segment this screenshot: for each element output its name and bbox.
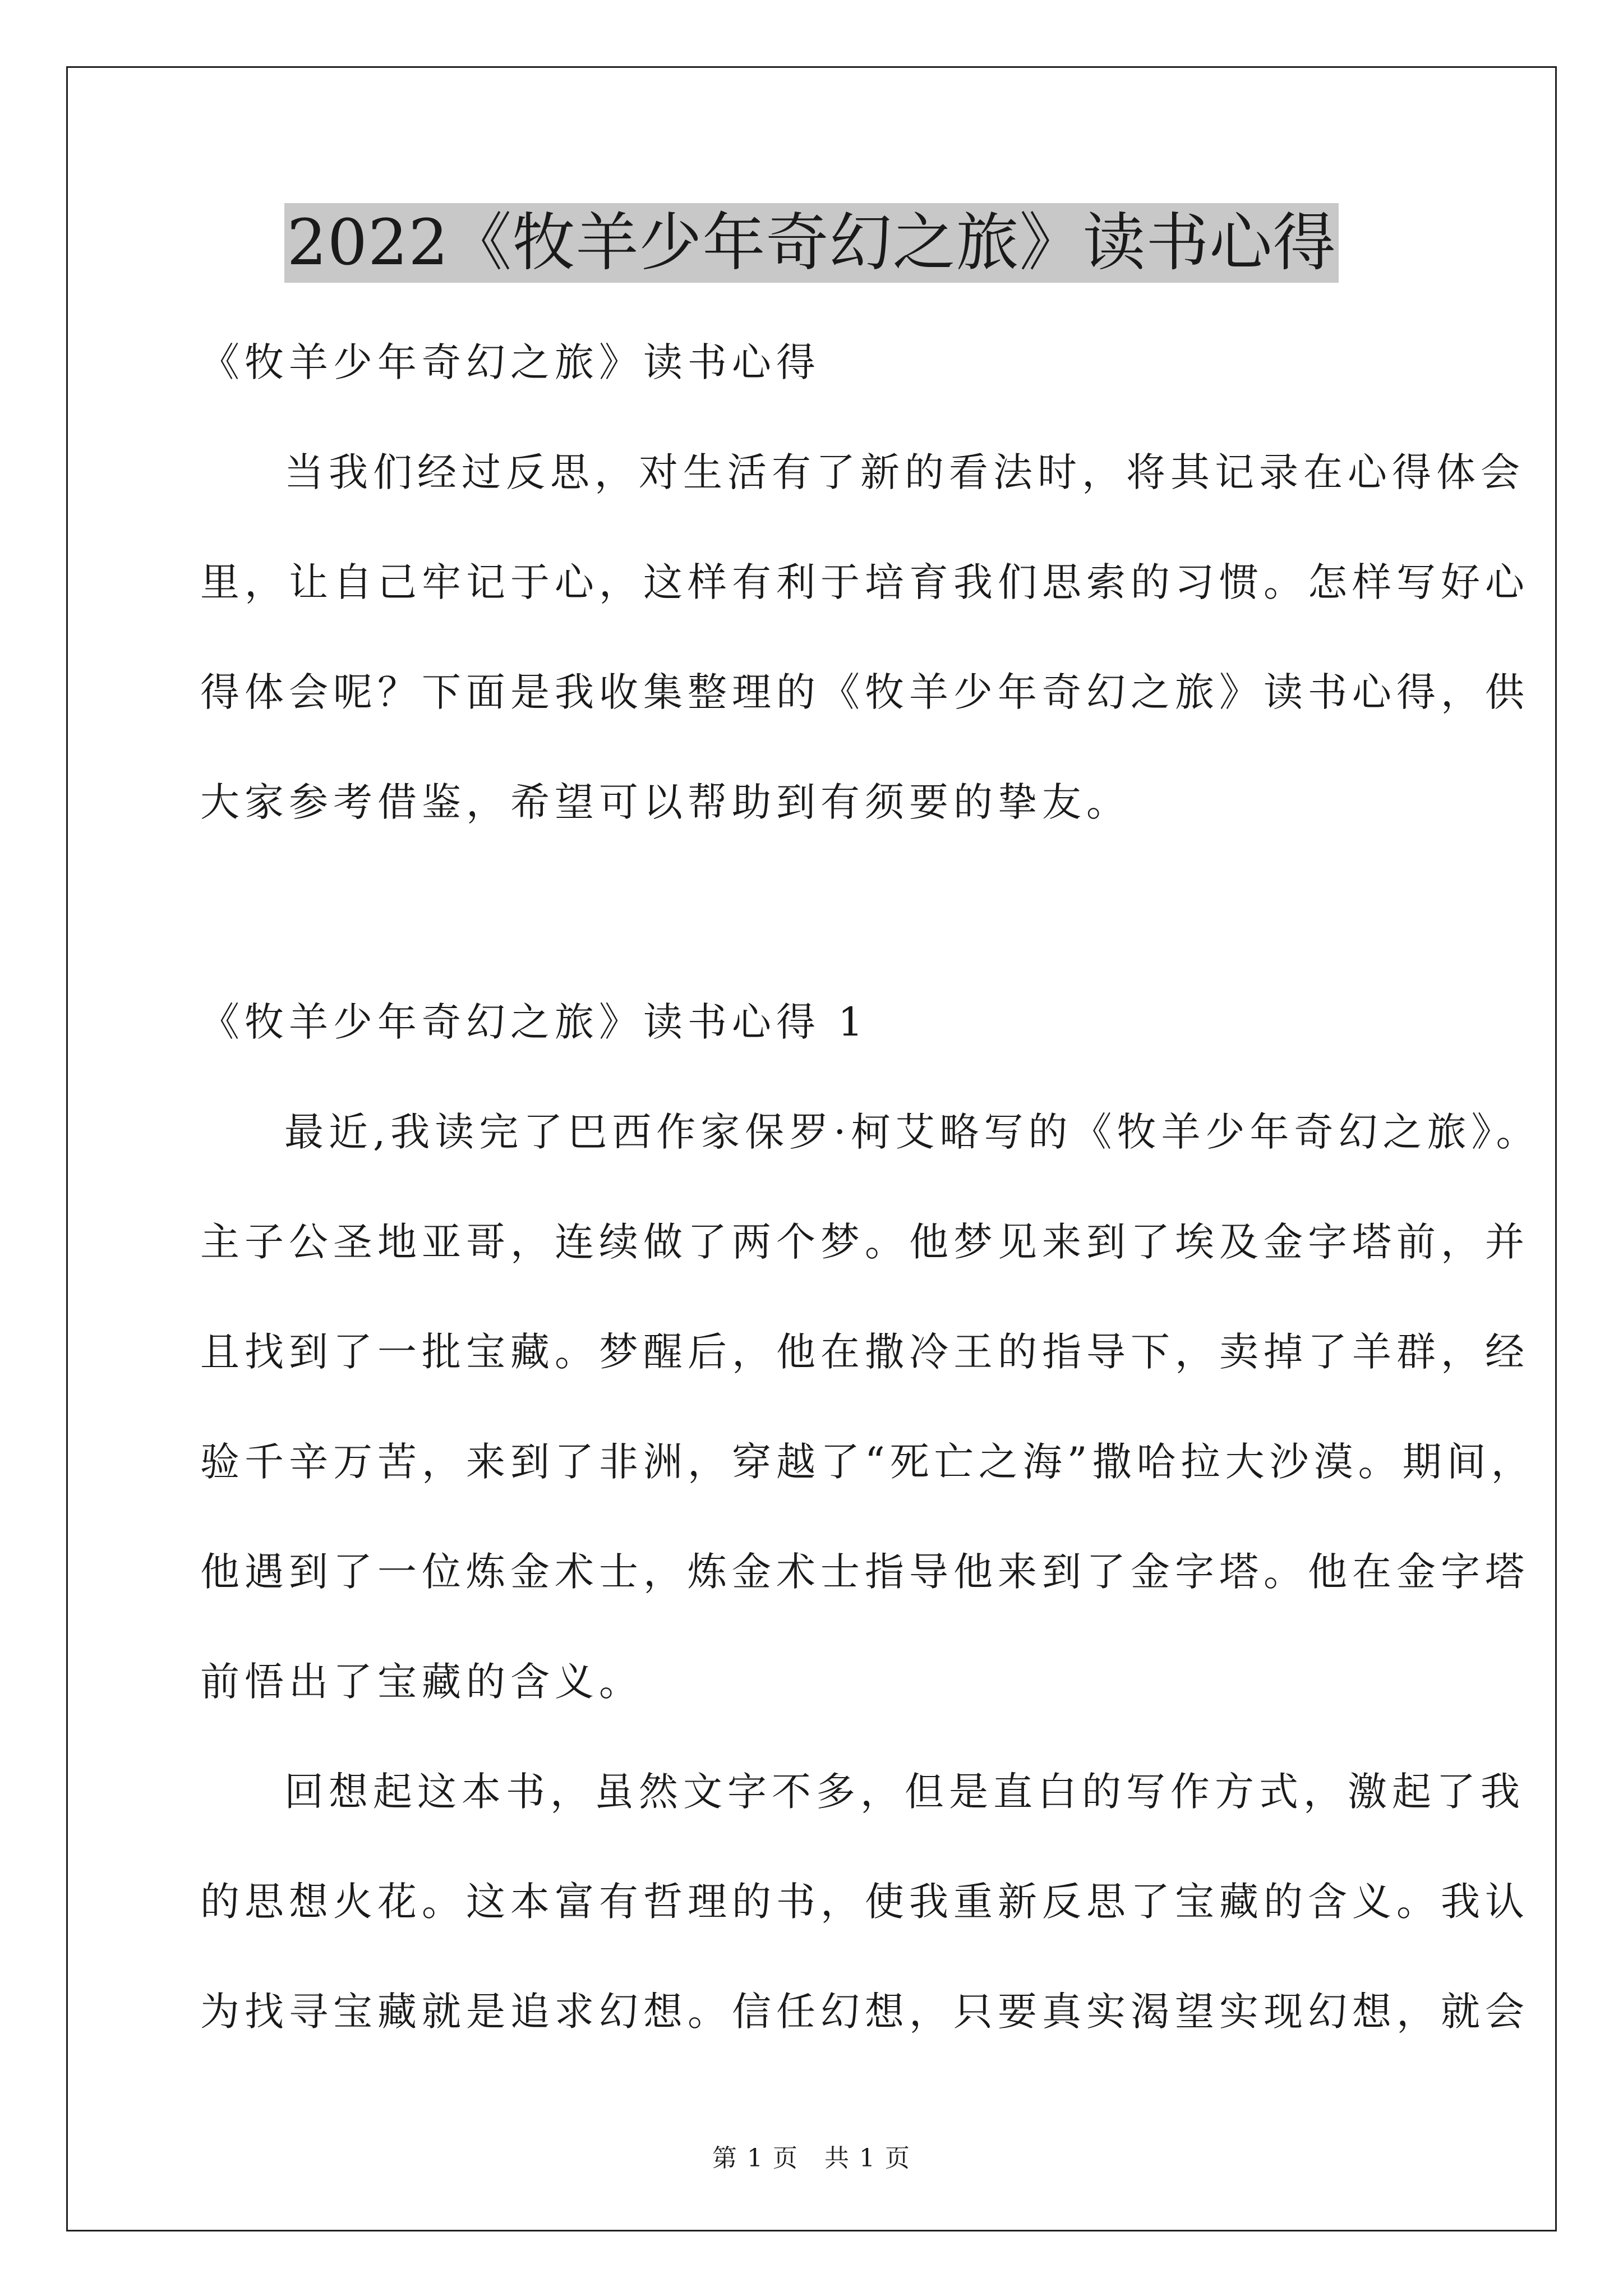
page-footer: 第 1 页 共 1 页 xyxy=(712,2144,911,2173)
intro-line: 大家参考借鉴，希望可以帮助到有须要的挚友。 xyxy=(200,779,1131,825)
section-heading: 《牧羊少年奇幻之旅》读书心得 1 xyxy=(200,999,868,1045)
paragraph-1-line: 主子公圣地亚哥，连续做了两个梦。他梦见来到了埃及金字塔前，并 xyxy=(200,1219,1529,1265)
paragraph-1-line: 他遇到了一位炼金术士，炼金术士指导他来到了金字塔。他在金字塔 xyxy=(200,1549,1529,1595)
paragraph-1-line: 最近,我读完了巴西作家保罗·柯艾略写的《牧羊少年奇幻之旅》。 xyxy=(284,1109,1541,1155)
paragraph-2-line: 的思想火花。这本富有哲理的书，使我重新反思了宝藏的含义。我认 xyxy=(200,1879,1529,1925)
paragraph-2-line: 为找寻宝藏就是追求幻想。信任幻想，只要真实渴望实现幻想，就会 xyxy=(200,1989,1529,2035)
paragraph-spacer xyxy=(200,857,1434,967)
intro-line: 得体会呢？下面是我收集整理的《牧羊少年奇幻之旅》读书心得，供 xyxy=(200,669,1529,715)
intro-line: 里，让自己牢记于心，这样有利于培育我们思索的习惯。怎样写好心 xyxy=(200,559,1529,605)
document-title xyxy=(0,203,1623,283)
paragraph-1-line: 验千辛万苦，来到了非洲，穿越了“死亡之海”撒哈拉大沙漠。期间， xyxy=(200,1439,1536,1485)
document-subtitle: 《牧羊少年奇幻之旅》读书心得 xyxy=(200,339,820,385)
intro-line: 当我们经过反思，对生活有了新的看法时，将其记录在心得体会 xyxy=(284,449,1525,495)
paragraph-2-line: 回想起这本书，虽然文字不多，但是直白的写作方式，激起了我 xyxy=(284,1769,1525,1815)
paragraph-1-line: 前悟出了宝藏的含义。 xyxy=(200,1659,643,1705)
document-body xyxy=(200,307,1541,2067)
document-title-text: 2022《牧羊少年奇幻之旅》读书心得 xyxy=(284,203,1338,283)
paragraph-1-line: 且找到了一批宝藏。梦醒后，他在撒冷王的指导下，卖掉了羊群，经 xyxy=(200,1329,1529,1375)
